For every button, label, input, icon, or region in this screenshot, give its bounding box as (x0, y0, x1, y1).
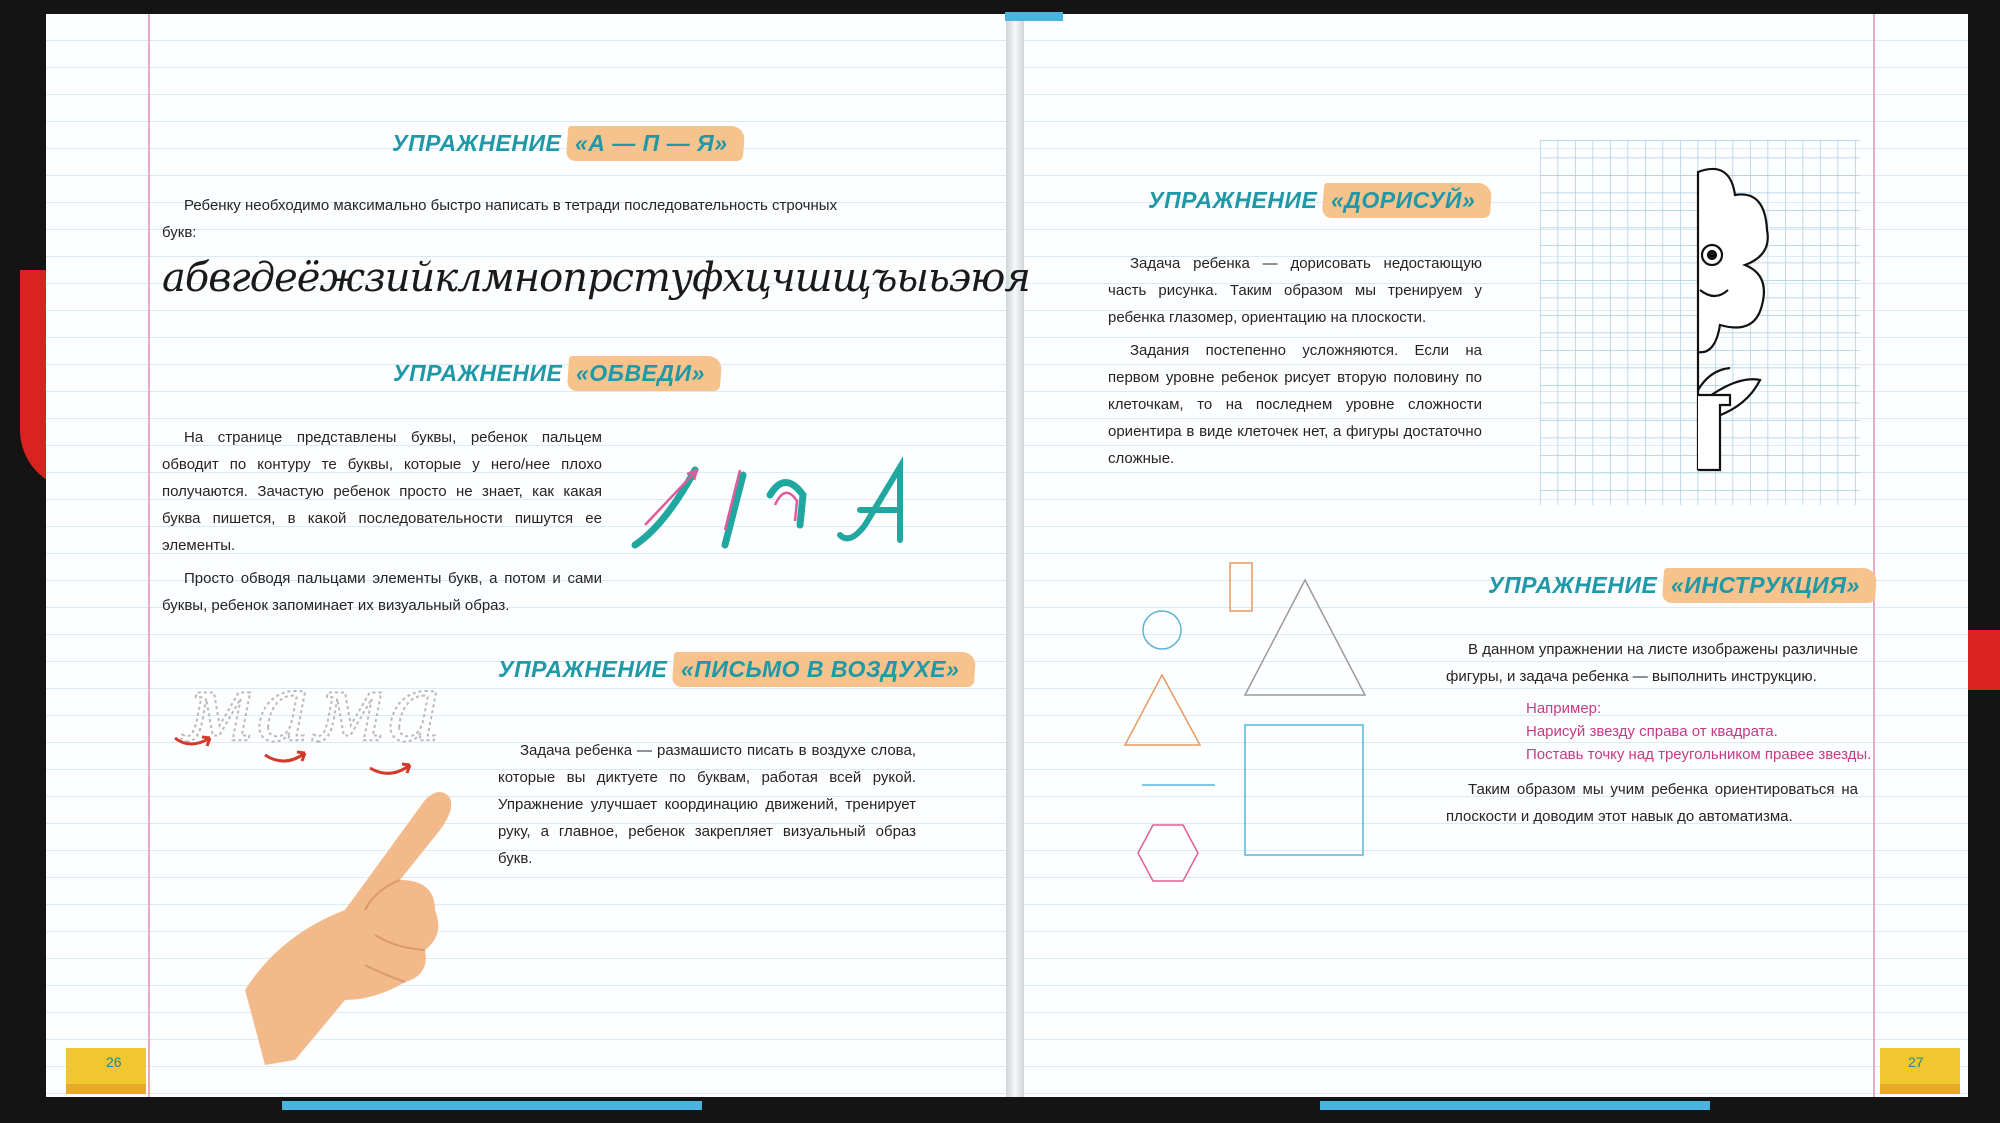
exercise-heading-obvedi (393, 356, 721, 391)
page-number-right: 27 (1908, 1054, 1924, 1070)
exercise-heading-instrukciya (1488, 568, 1876, 603)
exercise-heading-pismo-v-vozduhe (498, 652, 976, 687)
stroke-letter-a (840, 467, 900, 540)
circle (1143, 611, 1181, 649)
hand-shape (245, 792, 451, 1065)
ex3-paragraph: Задача ребенка — размашисто писать в воздухе слова, которые вы диктуете по буквам, работая всей рукой. Упражнение улучшает координацию движений, тренирует руку, а главное, ребенок закрепляет визуальный образ букв. (498, 742, 916, 867)
ex2-paragraph-2: Просто обводя пальцами элементы букв, а потом и сами буквы, ребенок запоминает их визуальный образ. (162, 570, 602, 614)
ex5-text-1 (1446, 636, 1858, 690)
pointing-hand-illustration (225, 760, 465, 1070)
example-line-1: Нарисуй звезду справа от квадрата. (1526, 723, 1778, 740)
ex5-paragraph-1: В данном упражнении на листе изображены различные фигуры, и задача ребенка — выполнить инструкцию. (1446, 641, 1858, 685)
cursive-alphabet: абвгдеёжзийклмнопрстуфхцчшщъыьэюя (162, 255, 1030, 301)
left-margin-line (148, 14, 150, 1097)
exercise-heading-a-p-ya (392, 126, 744, 161)
ex2-paragraph-1: На странице представлены буквы, ребенок пальцем обводит по контуру те буквы, которые у него/нее плохо получаются. Зачастую ребенок просто не знает, как какая буква пишется, в какой последовательности пишутся ее элементы. (162, 429, 602, 554)
heading-highlight (566, 126, 745, 161)
heading-highlight (672, 652, 977, 687)
heading-title: «А — П — Я» (575, 130, 728, 156)
arrow-curve (775, 493, 797, 521)
dotted-word: мама (180, 655, 443, 762)
background-decoration-right (1968, 630, 2000, 690)
heading-title: «ДОРИСУЙ» (1331, 187, 1476, 213)
heading-highlight (567, 356, 722, 391)
arrow-slash-1 (645, 470, 697, 525)
grid-drawing-illustration (1540, 140, 1860, 510)
ex1-text (162, 192, 862, 246)
bottom-tab-left (282, 1101, 702, 1110)
heading-prefix: УПРАЖНЕНИЕ (393, 360, 563, 386)
top-tab (1005, 12, 1063, 21)
stroke-slash-2 (725, 475, 743, 545)
heading-title: «ОБВЕДИ» (576, 360, 706, 386)
heading-prefix: УПРАЖНЕНИЕ (1488, 572, 1658, 598)
letter-tracing-illustration (625, 465, 925, 565)
hexagon (1138, 825, 1198, 881)
heading-prefix: УПРАЖНЕНИЕ (392, 130, 562, 156)
heading-highlight (1662, 568, 1877, 603)
small-triangle (1125, 675, 1200, 745)
heading-highlight (1322, 183, 1493, 218)
heading-prefix: УПРАЖНЕНИЕ (498, 656, 668, 682)
ex3-text (498, 737, 916, 872)
ex4-paragraph-1: Задача ребенка — дорисовать недостающую часть рисунка. Таким образом мы тренируем у ребенка глазомер, ориентацию на плоскости. (1108, 255, 1482, 326)
example-label: Например: (1526, 700, 1602, 717)
ex5-text-2 (1446, 776, 1858, 830)
heading-title: «ПИСЬМО В ВОЗДУХЕ» (681, 656, 960, 682)
heading-prefix: УПРАЖНЕНИЕ (1148, 187, 1318, 213)
ex1-paragraph: Ребенку необходимо максимально быстро написать в тетради последовательность строчных букв: (162, 197, 838, 241)
book-spine (1006, 14, 1024, 1097)
ex4-paragraph-2: Задания постепенно усложняются. Если на первом уровне ребенок рисует вторую половину по клеточкам, то на последнем уровне сложности ориентира в виде клеточек нет, а фигуры достаточно сложные. (1108, 342, 1482, 467)
square (1245, 725, 1363, 855)
right-margin-line (1873, 14, 1875, 1097)
example-line-2: Поставь точку над треугольником правее звезды. (1526, 746, 1872, 763)
large-triangle (1245, 580, 1365, 695)
ex2-text (162, 424, 602, 619)
exercise-heading-dorisui (1148, 183, 1492, 218)
ex4-text (1108, 250, 1482, 472)
bottom-tab-right (1320, 1101, 1710, 1110)
page-number-left: 26 (106, 1054, 122, 1070)
small-rectangle (1230, 563, 1252, 611)
ex5-paragraph-2: Таким образом мы учим ребенка ориентироваться на плоскости и доводим этот навык до автоматизма. (1446, 781, 1858, 825)
example-block (1526, 697, 1871, 766)
shapes-illustration (1120, 555, 1390, 895)
heading-title: «ИНСТРУКЦИЯ» (1671, 572, 1861, 598)
